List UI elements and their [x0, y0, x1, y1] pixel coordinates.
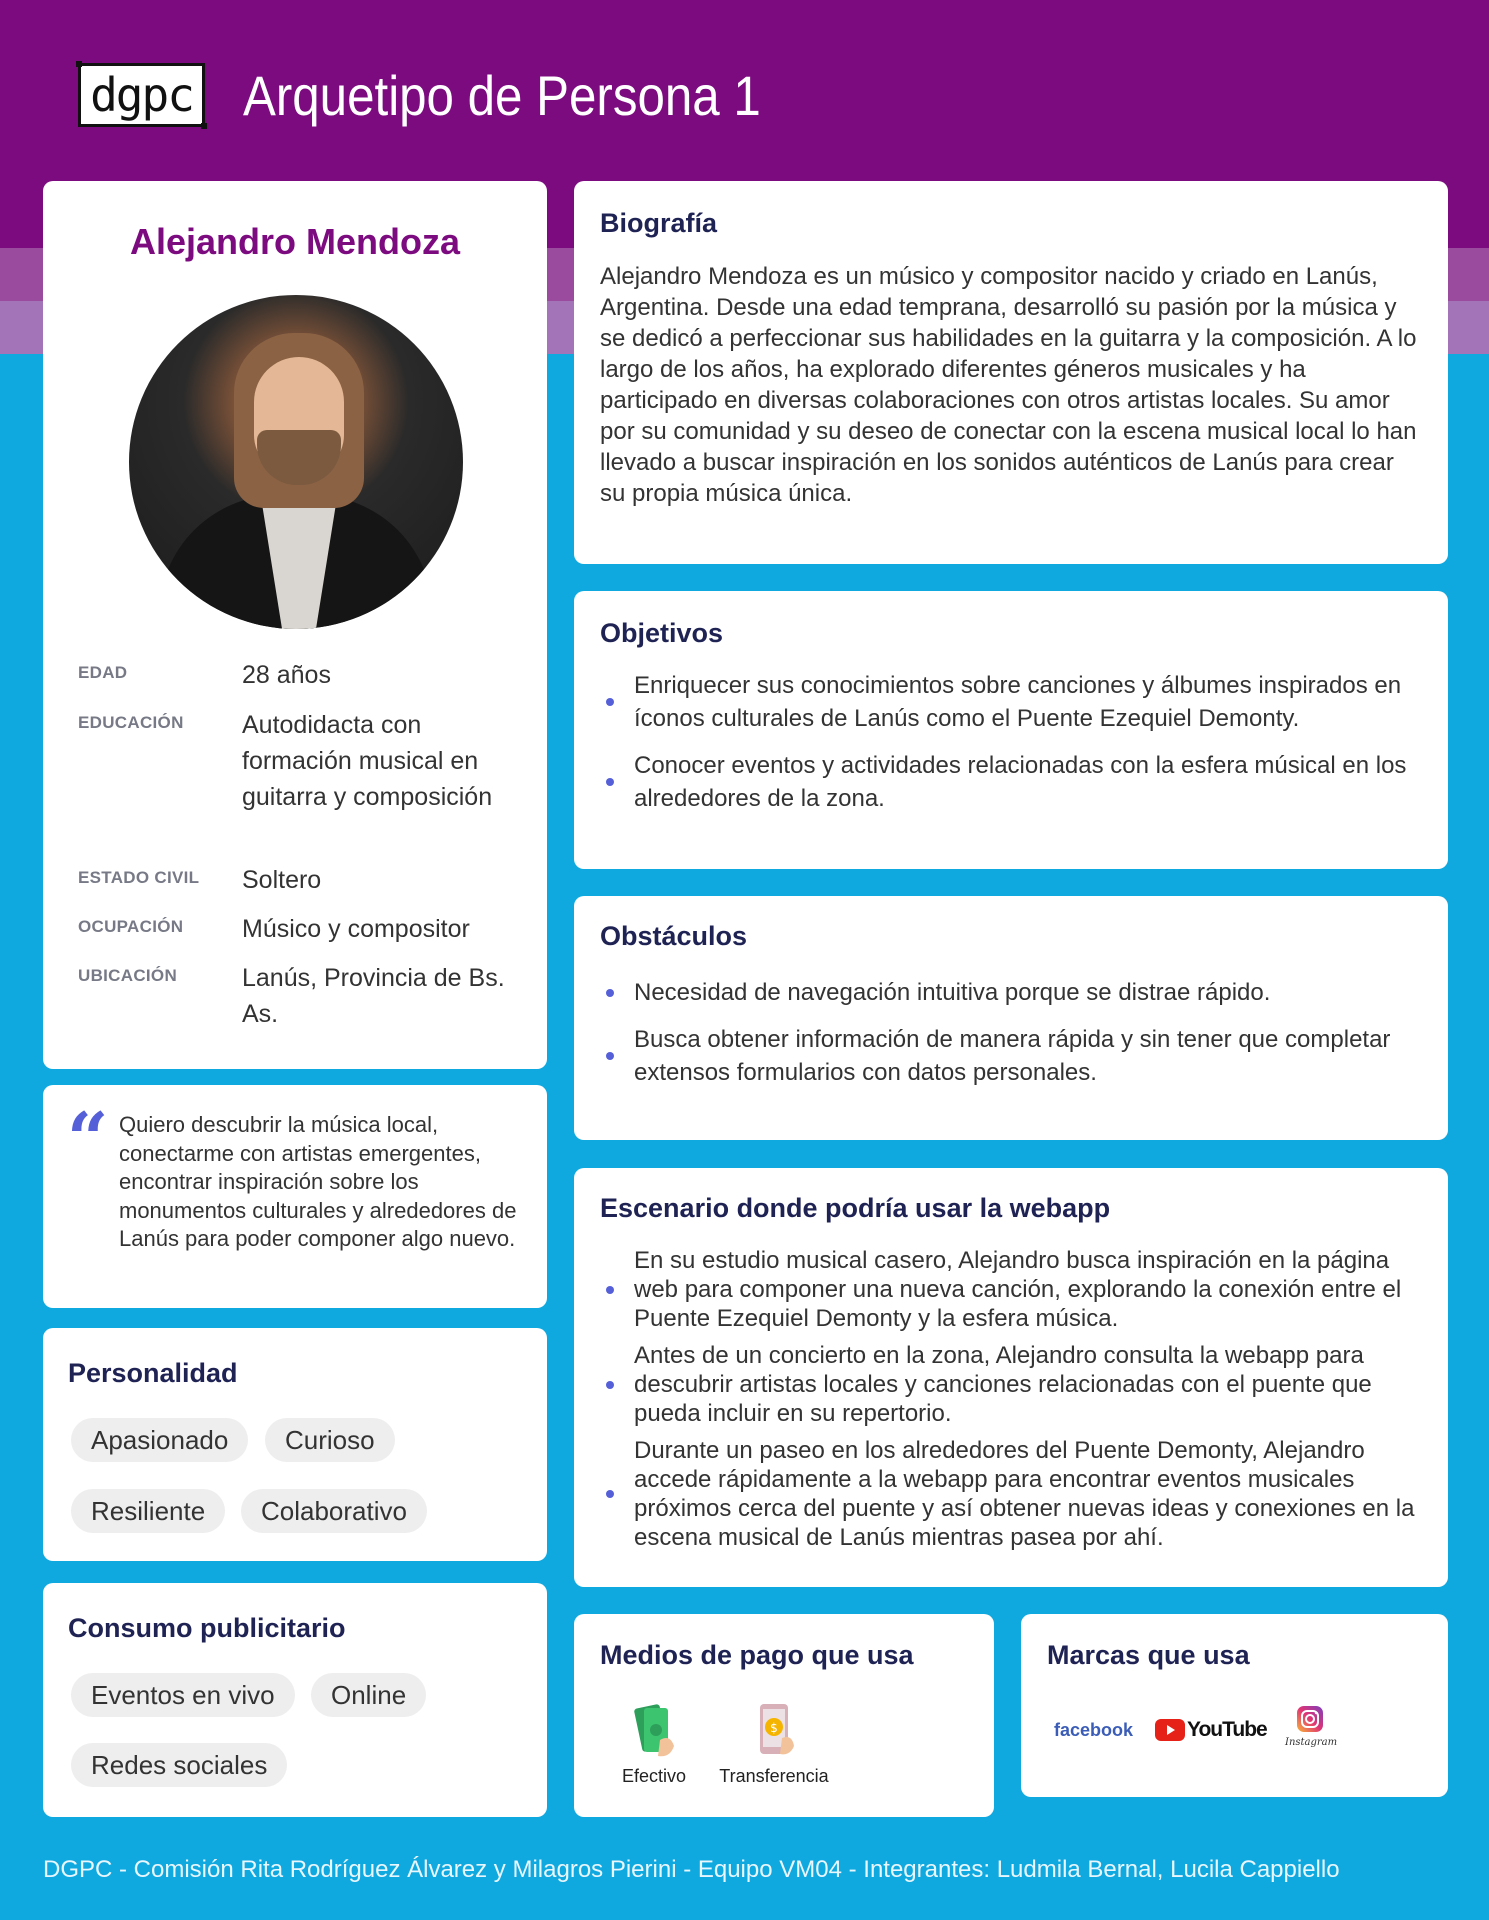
list-item: Necesidad de navegación intuitiva porque se distrae rápido. [600, 976, 1430, 1009]
biography-text: Alejandro Mendoza es un músico y compositor nacido y criado en Lanús, Argentina. Desde una edad temprana, desarrolló su pasión por la música y se dedicó a perfeccionar sus habilidades en la guitarra y la composición. A lo largo de los años, ha explorado diferentes géneros musicales y ha participado en diversas colaboraciones con otros artistas locales. Su amor por su comunidad y su deseo de conectar con la escena musical local lo han llevado a buscar inspiración en los sonidos auténticos de Lanús para crear su propia música única. [600, 263, 1417, 507]
obstacles-title: Obstáculos [600, 921, 748, 951]
list-item: Conocer eventos y actividades relacionadas con la esfera músical en los alrededores de la zona. [600, 749, 1430, 815]
personality-chip: Resiliente [71, 1489, 225, 1533]
cash-icon [624, 1700, 684, 1760]
advertising-chip: Redes sociales [71, 1743, 287, 1787]
goals-card [574, 591, 1448, 869]
instagram-logo [1285, 1706, 1338, 1750]
info-value: Autodidacta con formación musical en guitarra y composición [242, 711, 493, 811]
svg-text:$: $ [770, 1721, 778, 1735]
youtube-icon [1155, 1719, 1185, 1741]
scenario-list [600, 1246, 1430, 1552]
info-label: EDUCACIÓN [78, 713, 184, 732]
instagram-icon [1297, 1706, 1323, 1732]
payments-title: Medios de pago que usa [600, 1640, 914, 1670]
advertising-title: Consumo publicitario [68, 1613, 346, 1643]
personality-chip: Colaborativo [241, 1489, 427, 1533]
youtube-logo [1155, 1718, 1267, 1742]
list-item: Antes de un concierto en la zona, Alejandro consulta la webapp para descubrir artistas locales y canciones relacionadas con el puente que pueda incluir en su repertorio. [600, 1341, 1430, 1428]
payments-card [574, 1614, 994, 1817]
info-value: Lanús, Provincia de Bs. As. [242, 964, 505, 1028]
biography-title: Biografía [600, 208, 718, 238]
quote-card [43, 1085, 547, 1308]
info-age [78, 657, 518, 693]
advertising-card [43, 1583, 547, 1817]
brands-card [1021, 1614, 1448, 1797]
advertising-chip: Online [311, 1673, 426, 1717]
info-location [78, 960, 518, 1032]
profile-card [43, 181, 547, 1069]
dgpc-logo: dgpc [78, 63, 205, 127]
goals-list [600, 669, 1430, 815]
persona-photo [129, 295, 463, 629]
header [78, 60, 831, 130]
payment-label: Efectivo [621, 1766, 687, 1786]
brands-title: Marcas que usa [1047, 1640, 1250, 1670]
info-education [78, 707, 518, 815]
obstacles-card [574, 896, 1448, 1140]
payment-label: Transferencia [719, 1766, 829, 1786]
youtube-wordmark: YouTube [1187, 1718, 1267, 1741]
personality-card [43, 1328, 547, 1561]
payment-transfer [699, 1700, 849, 1787]
footer-credits: DGPC - Comisión Rita Rodríguez Álvarez y Milagros Pierini - Equipo VM04 - Integrantes: Ludmila Bernal, Lucila Cappiello [43, 1856, 1340, 1883]
list-item: Durante un paseo en los alrededores del Puente Demonty, Alejandro accede rápidamente a la webapp para encontrar eventos musicales próximos cerca del puente y así obtener nuevas ideas y conexiones en la escena musical de Lanús mientras pasea por ahí. [600, 1436, 1430, 1552]
instagram-wordmark: Instagram [1285, 1737, 1338, 1748]
info-marital-status [78, 862, 518, 898]
info-label: ESTADO CIVIL [78, 868, 200, 887]
personality-chip: Curioso [265, 1418, 395, 1462]
info-value: Músico y compositor [242, 915, 470, 943]
scenario-card [574, 1168, 1448, 1587]
info-value: 28 años [242, 661, 331, 689]
biography-card [574, 181, 1448, 564]
goals-title: Objetivos [600, 618, 724, 648]
quote-icon: “ [67, 1096, 109, 1181]
persona-name: Alejandro Mendoza [129, 221, 461, 262]
phone-payment-icon [744, 1700, 804, 1760]
facebook-logo: facebook [1054, 1720, 1134, 1740]
personality-title: Personalidad [68, 1358, 238, 1388]
list-item: Busca obtener información de manera rápida y sin tener que completar extensos formularios con datos personales. [600, 1023, 1430, 1089]
list-item: En su estudio musical casero, Alejandro busca inspiración en la página web para componer una nueva canción, explorando la conexión entre el Puente Ezequiel Demonty y la esfera música. [600, 1246, 1430, 1333]
info-label: EDAD [78, 663, 128, 682]
info-occupation [78, 911, 518, 947]
page-title: Arquetipo de Persona 1 [243, 63, 761, 127]
info-label: UBICACIÓN [78, 966, 178, 985]
info-value: Soltero [242, 866, 322, 894]
list-item: Enriquecer sus conocimientos sobre canciones y álbumes inspirados en íconos culturales de Lanús como el Puente Ezequiel Demonty. [600, 669, 1430, 735]
info-label: OCUPACIÓN [78, 917, 184, 936]
payment-cash [604, 1700, 704, 1787]
quote-text: Quiero descubrir la música local, conectarme con artistas emergentes, encontrar inspiración sobre los monumentos culturales y alrededores de Lanús para poder componer algo nuevo. [119, 1112, 517, 1251]
scenario-title: Escenario donde podría usar la webapp [600, 1193, 1111, 1223]
personality-chip: Apasionado [71, 1418, 248, 1462]
obstacles-list [600, 976, 1430, 1089]
advertising-chip: Eventos en vivo [71, 1673, 295, 1717]
